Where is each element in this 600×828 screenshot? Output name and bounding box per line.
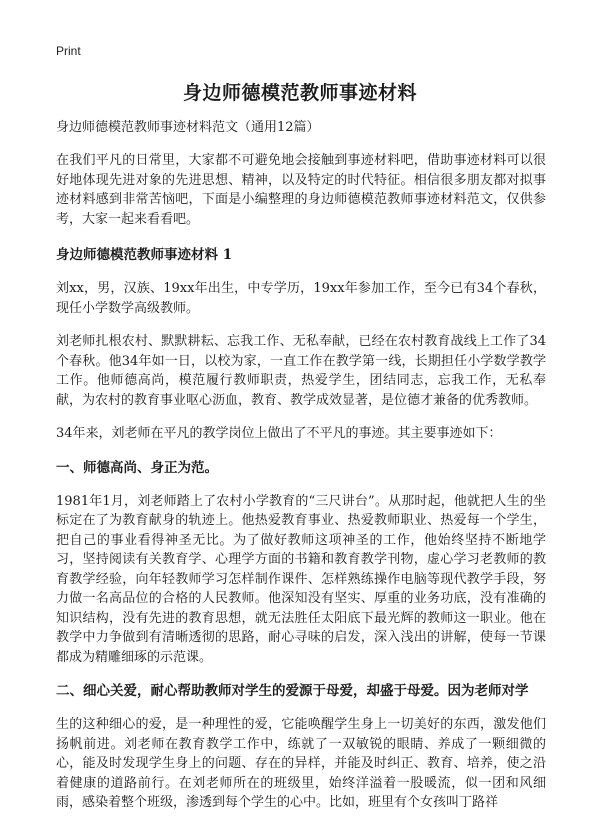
- paragraph: 1981年1月，刘老师踏上了农村小学教育的“三尺讲台”。从那时起，他就把人生的坐标定在了为教育献身的轨迹上。他热爱教育事业、热爱教师职业、热爱每一个学生，把自己的事业看得神圣无比。为了做好教师这项神圣的工作，他始终坚持不断地学习，坚持阅读有关教育学、心理学方面的书籍和教育教学刊物，虚心学习老教师的教育教学经验，向年轻教师学习怎样制作课件、怎样熟练操作电脑等现代教学手段，努力做一名高品位的合格的人民教师。他深知没有坚实、厚重的业务功底，没有准确的知识结构，没有先进的教育思想，就无法胜任太阳底下最光辉的教师这一职业。他在教学中力争做到有清晰透彻的思路，耐心寻味的启发，深入浅出的讲解，使每一节课都成为精雕细琢的示范课。: [56, 493, 546, 665]
- intro-paragraph: 在我们平凡的日常里，大家都不可避免地会接触到事迹材料吧，借助事迹材料可以很好地体现先进对象的先进思想、精神，以及特定的时代特征。相信很多朋友都对拟事迹材料感到非常苦恼吧，下面是小编整理的身边师德模范教师事迹材料范文，仅供参考，大家一起来看看吧。: [56, 153, 546, 227]
- sub-heading: 二、细心关爱，耐心帮助教师对学生的爱源于母爱，却盛于母爱。因为老师对学: [56, 683, 529, 699]
- print-label[interactable]: Print: [56, 44, 81, 58]
- section-heading: 身边师德模范教师事迹材料 1: [56, 247, 233, 263]
- sub-heading: 一、师德高尚、身正为范。: [56, 459, 218, 476]
- paragraph: 34年来，刘老师在平凡的教学岗位上做出了不平凡的事迹。其主要事迹如下：: [56, 426, 502, 441]
- document-subtitle: 身边师德模范教师事迹材料范文（通用12篇）: [56, 120, 320, 135]
- document-body: [56, 118, 546, 813]
- paragraph: 刘xx，男，汉族、19xx年出生，中专学历，19xx年参加工作，至今已有34个春秋，现任小学数学高级教师。: [56, 281, 546, 316]
- page-title: 身边师德模范教师事迹材料: [182, 82, 417, 104]
- paragraph: 刘老师扎根农村、默默耕耘、忘我工作、无私奉献，已经在农村教育战线上工作了34个春秋。他34年如一日，以校为家，一直工作在教学第一线，长期担任小学数学教学工作。他师德高尚，模范履行教师职责，热爱学生，团结同志，忘我工作，无私奉献，为农村的教育事业呕心沥血，教育、教学成效显著，是位德才兼备的优秀教师。: [56, 334, 546, 408]
- paragraph: 生的这种细心的爱，是一种理性的爱，它能唤醒学生身上一切美好的东西，激发他们扬帆前进。刘老师在教育教学工作中，练就了一双敏锐的眼睛、养成了一颗细微的心，能及时发现学生身上的问题、存在的异样，并能及时纠正、教育、培养，使之沿着健康的道路前行。在刘老师所在的班级里，始终洋溢着一股暖流，似一团和风细雨，感染着整个班级，渗透到每个学生的心中。比如，班里有个女孩叫丁路祥: [56, 717, 546, 810]
